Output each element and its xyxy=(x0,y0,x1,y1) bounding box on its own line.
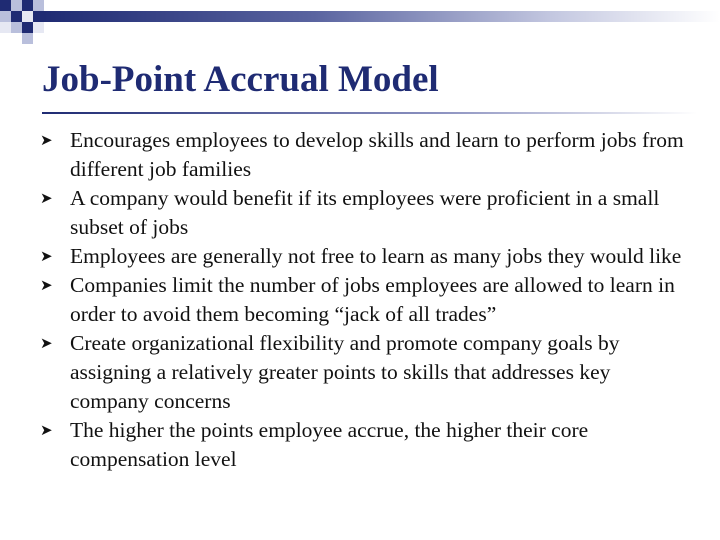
decor-square xyxy=(33,0,44,11)
decor-square xyxy=(0,22,11,33)
bullet-text: A company would benefit if its employees were proficient in a small subset of jobs xyxy=(70,186,660,239)
bullet-item xyxy=(0,184,720,242)
bullet-item xyxy=(0,271,720,329)
bullet-list xyxy=(0,126,720,474)
title-underline xyxy=(42,112,697,114)
decor-square xyxy=(33,22,44,33)
arrowhead-bullet-icon: ➤ xyxy=(40,189,53,207)
bullet-item xyxy=(0,416,720,474)
arrowhead-bullet-icon: ➤ xyxy=(40,131,53,149)
decor-square xyxy=(0,11,11,22)
arrowhead-bullet-icon: ➤ xyxy=(40,421,53,439)
decor-square xyxy=(22,0,33,11)
decorative-header-pattern xyxy=(0,0,720,60)
bullet-text: Encourages employees to develop skills and learn to perform jobs from different job families xyxy=(70,128,684,181)
decor-square xyxy=(11,11,22,22)
bullet-text: The higher the points employee accrue, the higher their core compensation level xyxy=(70,418,589,471)
decor-square xyxy=(33,11,44,22)
bullet-item xyxy=(0,242,720,271)
decor-square xyxy=(0,0,11,11)
bullet-text: Create organizational flexibility and promote company goals by assigning a relatively greater points to skills that addresses key company concerns xyxy=(70,331,620,413)
slide-title: Job-Point Accrual Model xyxy=(42,59,439,100)
arrowhead-bullet-icon: ➤ xyxy=(40,276,53,294)
decor-square xyxy=(11,22,22,33)
decor-square xyxy=(22,22,33,33)
arrowhead-bullet-icon: ➤ xyxy=(40,247,53,265)
decor-square xyxy=(11,0,22,11)
arrowhead-bullet-icon: ➤ xyxy=(40,334,53,352)
decor-square xyxy=(22,33,33,44)
decor-square xyxy=(22,11,33,22)
bullet-text: Companies limit the number of jobs employees are allowed to learn in order to avoid them becoming “jack of all trades” xyxy=(70,273,675,326)
bullet-item xyxy=(0,329,720,416)
header-gradient-bar xyxy=(44,11,720,22)
bullet-text: Employees are generally not free to learn as many jobs they would like xyxy=(70,244,682,268)
bullet-item xyxy=(0,126,720,184)
